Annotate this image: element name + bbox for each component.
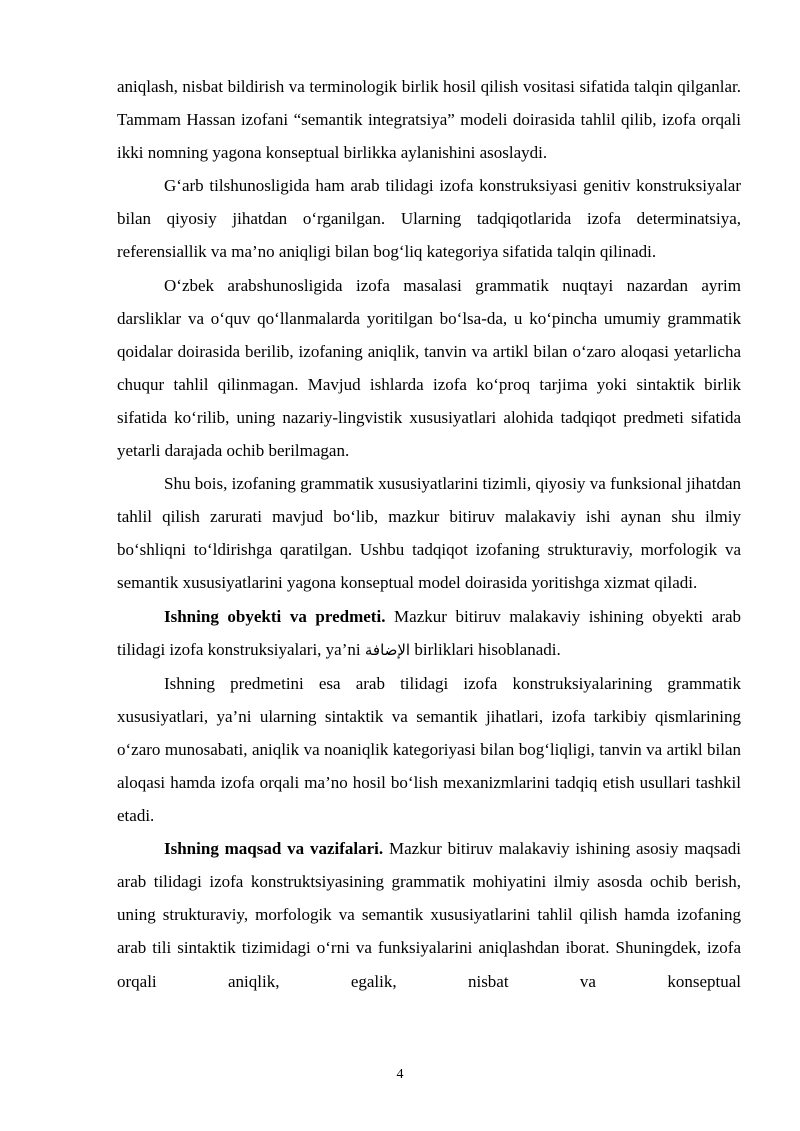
paragraph-research-subject: Ishning predmetini esa arab tilidagi izofa konstruksiyalarining grammatik xususiyatlari, ya’ni ularning sintaktik va semantik jihatlari, izofa tarkibiy qismlarining o‘zaro munosabati, aniqlik va noaniqlik kategoriyasi bilan bog‘liqligi, tanvin va artikl bilan aloqasi hamda izofa orqali ma’no hosil bo‘lish mexanizmlarini tadqiq etish usullari tashkil etadi. — [117, 673, 741, 826]
paragraph-uzbek-arabic-studies: O‘zbek arabshunosligida izofa masalasi grammatik nuqtayi nazardan ayrim darsliklar va o‘quv qo‘llanmalarda yoritilgan bo‘lsa-da, u ko‘pincha umumiy grammatik qoidalar doirasida berilib, izofaning aniqlik, tanvin va artikl bilan o‘zaro aloqasi yetarlicha chuqur tahlil qilinmagan. Mavjud ishlarda izofa ko‘proq tarjima yoki sintaktik birlik sifatida ko‘rilib, uning nazariy-lingvistik xususiyatlari alohida tadqiqot predmeti sifatida yetarli darajada ochib berilmagan. — [117, 275, 741, 461]
page-body — [117, 70, 741, 998]
paragraph-research-gap: Shu bois, izofaning grammatik xususiyatlarini tizimli, qiyosiy va funksional jihatdan tahlil qilish zarurati mavjud bo‘lib, mazkur bitiruv malakaviy ishi aynan shu ilmiy bo‘shliqni to‘ldirishga qaratilgan. Ushbu tadqiqot izofaning strukturaviy, morfologik va semantik xususiyatlarini yagona konseptual model doirasida yoritishga xizmat qiladi. — [117, 474, 741, 593]
paragraph-aims-tasks — [117, 832, 741, 997]
page-number: 4 — [396, 1067, 404, 1082]
paragraph-object-subject — [117, 600, 741, 667]
aims-tasks-text: Mazkur bitiruv malakaviy ishining asosiy maqsadi arab tilidagi izofa konstruktsiyasining grammatik mohiyatini ilmiy asosda ochib berish, uning strukturaviy, morfologik va semantik xususiyatlarini tahlil qilish hamda izofaning arab tili sintaktik tizimidagi o‘rni va funksiyalarini aniqlashdan iborat. Shuningdek, izofa orqali aniqlik, egalik, nisbat va konseptual — [117, 839, 741, 991]
object-subject-text-before: Mazkur bitiruv malakaviy ishining obyekti arab tilidagi izofa konstruksiyalari, ya’ni — [117, 606, 741, 659]
arabic-term-idafa: الإضافة — [364, 640, 411, 659]
aims-tasks-heading: Ishning maqsad va vazifalari. — [164, 839, 384, 859]
paragraph-continuation: aniqlash, nisbat bildirish va terminologik birlik hosil qilish vositasi sifatida talqin qilganlar. Tammam Hassan izofani “semantik integratsiya” modeli doirasida tahlil qilib, izofa orqali ikki nomning yagona konseptual birlikka aylanishini asoslaydi. — [117, 77, 741, 163]
object-subject-heading: Ishning obyekti va predmeti. — [164, 606, 386, 626]
paragraph-western-linguistics: G‘arb tilshunosligida ham arab tilidagi izofa konstruksiyasi genitiv konstruksiyalar bilan qiyosiy jihatdan o‘rganilgan. Ularning tadqiqotlarida izofa determinatsiya, referensiallik va ma’no aniqligi bilan bog‘liq kategoriya sifatida talqin qilinadi. — [117, 176, 741, 262]
object-subject-text-after: birliklari hisoblanadi. — [410, 639, 561, 659]
